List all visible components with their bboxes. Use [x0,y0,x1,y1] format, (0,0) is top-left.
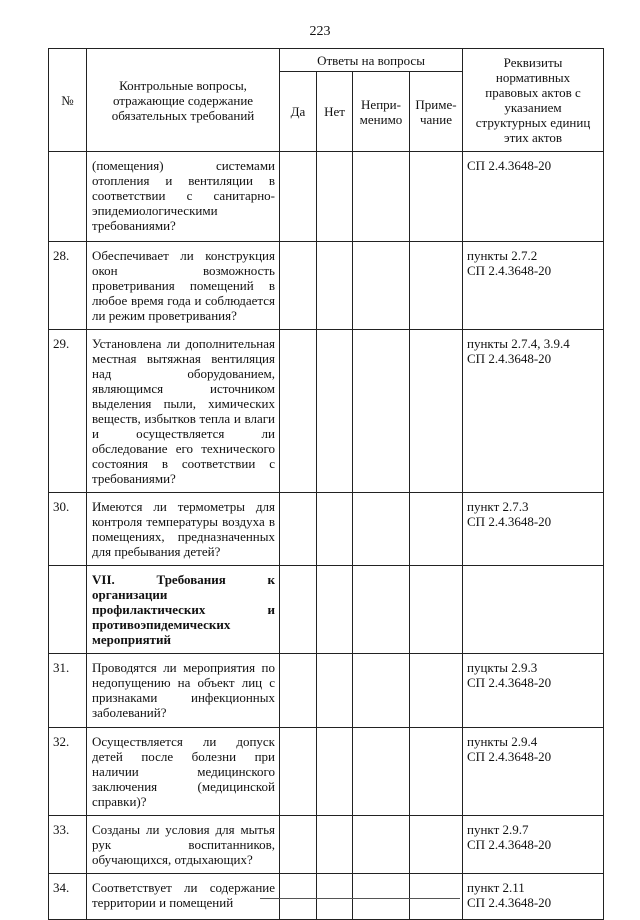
answer-no-cell[interactable] [317,654,353,728]
table-row [49,654,604,728]
requisite-line: СП 2.4.3648-20 [467,514,552,529]
answer-na-cell[interactable] [353,242,410,330]
row-number: 30. [49,493,87,566]
answer-na-cell[interactable] [353,816,410,874]
question-text: Созданы ли условия для мытья рук воспитанников, обучающихся, отдыхающих? [87,816,280,874]
answer-note-cell[interactable] [410,242,463,330]
answer-no-cell[interactable] [317,728,353,816]
answer-no-cell[interactable] [317,874,353,920]
answer-note-cell[interactable] [410,654,463,728]
question-text: Имеются ли термометры для контроля температуры воздуха в помещениях, предназначенных для пребывания детей? [87,493,280,566]
requisites-cell [463,816,604,874]
question-text: Проводятся ли мероприятия по недопущению на объект лиц с признаками инфекционных заболеваний? [87,654,280,728]
question-text: Осуществляется ли допуск детей после болезни при наличии медицинского заключения (медицинской справки)? [87,728,280,816]
requisite-line: пункт 2.9.7 [467,822,529,837]
row-number: 34. [49,874,87,920]
requisite-line: СП 2.4.3648-20 [467,351,552,366]
answer-na-cell[interactable] [353,566,410,654]
answer-na-cell[interactable] [353,493,410,566]
table-row [49,566,604,654]
row-number [49,566,87,654]
requisites-cell [463,493,604,566]
table-row [49,242,604,330]
row-number: 33. [49,816,87,874]
answer-na-cell[interactable] [353,874,410,920]
table-row [49,728,604,816]
requisite-line: СП 2.4.3648-20 [467,263,552,278]
header-no: Нет [317,72,353,152]
table-row [49,874,604,920]
requisite-line: СП 2.4.3648-20 [467,158,552,173]
answer-na-cell[interactable] [353,728,410,816]
requisite-line: пуцкты 2.9.3 [467,660,538,675]
answer-note-cell[interactable] [410,152,463,242]
requisite-line: СП 2.4.3648-20 [467,837,552,852]
answer-note-cell[interactable] [410,330,463,493]
answer-na-cell[interactable] [353,330,410,493]
row-number: 29. [49,330,87,493]
answer-yes-cell[interactable] [280,874,317,920]
answer-note-cell[interactable] [410,816,463,874]
requisite-line: СП 2.4.3648-20 [467,675,552,690]
answer-no-cell[interactable] [317,242,353,330]
table-row [49,152,604,242]
row-number [49,152,87,242]
header-note: Приме- чание [410,72,463,152]
checklist-table [48,48,604,920]
question-text: (помещения) системами отопления и вентиляции в соответствии с санитарно-эпидемиологическими требованиями? [87,152,280,242]
requisite-line: СП 2.4.3648-20 [467,749,552,764]
requisite-line: пункты 2.7.4, 3.9.4 [467,336,570,351]
requisite-line: пункты 2.9.4 [467,734,538,749]
requisite-line: пункты 2.7.2 [467,248,538,263]
requisites-cell [463,330,604,493]
answer-na-cell[interactable] [353,152,410,242]
requisite-line: СП 2.4.3648-20 [467,895,552,910]
answer-yes-cell[interactable] [280,242,317,330]
answer-no-cell[interactable] [317,816,353,874]
answer-yes-cell[interactable] [280,728,317,816]
question-text: Соответствует ли содержание территории и помещений [87,874,280,920]
answer-no-cell[interactable] [317,152,353,242]
table-row [49,816,604,874]
answer-yes-cell[interactable] [280,152,317,242]
answer-no-cell[interactable] [317,330,353,493]
row-number: 31. [49,654,87,728]
checklist-rows [49,152,604,920]
answer-yes-cell[interactable] [280,816,317,874]
answer-note-cell[interactable] [410,493,463,566]
requisite-line: пункт 2.11 [467,880,525,895]
page-number: 223 [309,24,331,39]
answer-yes-cell[interactable] [280,566,317,654]
requisites-cell [463,728,604,816]
answer-note-cell[interactable] [410,566,463,654]
header-na: Непри- менимо [353,72,410,152]
answer-yes-cell[interactable] [280,654,317,728]
header-requisites: Реквизиты нормативных правовых актов с указанием структурных единиц этих актов [463,49,604,152]
header-yes: Да [280,72,317,152]
requisites-cell [463,242,604,330]
requisites-cell [463,152,604,242]
header-num: № [49,49,87,152]
row-number: 32. [49,728,87,816]
answer-yes-cell[interactable] [280,493,317,566]
row-number: 28. [49,242,87,330]
requisites-cell [463,874,604,920]
table-row [49,330,604,493]
requisites-cell [463,566,604,654]
answer-na-cell[interactable] [353,654,410,728]
header-question: Контрольные вопросы, отражающие содержание обязательных требований [87,49,280,152]
answer-no-cell[interactable] [317,493,353,566]
page-bottom-rule [260,898,460,899]
requisite-line: пункт 2.7.3 [467,499,529,514]
question-text: Обеспечивает ли конструкция окон возможность проветривания помещений в любое время года и соблюдается ли режим проветривания? [87,242,280,330]
header-answers: Ответы на вопросы [280,49,463,72]
section-heading: VII. Требования к организации профилактических и противоэпидемических мероприятий [87,566,280,654]
answer-note-cell[interactable] [410,874,463,920]
requisites-cell [463,654,604,728]
answer-yes-cell[interactable] [280,330,317,493]
question-text: Установлена ли дополнительная местная вытяжная вентиляция над оборудованием, являющимся источником выделения пыли, химических веществ, избытков тепла и влаги и осуществляется ли обследование его технического состояния в соответствии с требованиями? [87,330,280,493]
table-row [49,493,604,566]
answer-note-cell[interactable] [410,728,463,816]
answer-no-cell[interactable] [317,566,353,654]
